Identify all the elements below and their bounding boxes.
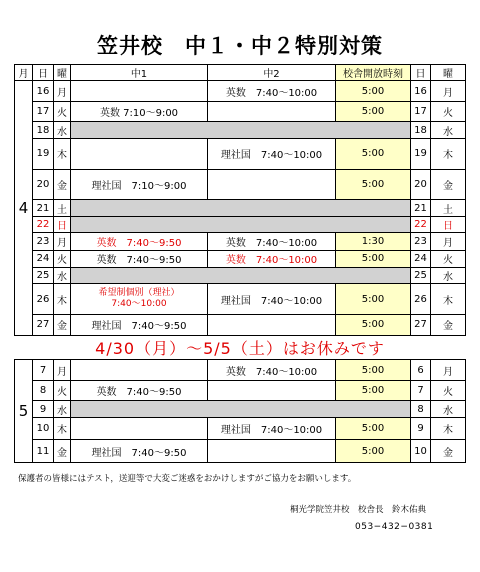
header-day: 日 (33, 65, 54, 81)
dow-cell: 水 (54, 268, 71, 284)
day-cell: 26 (33, 284, 54, 315)
g2-cell: 英数 7:40〜10:00 (208, 360, 336, 381)
dow-cell: 土 (54, 200, 71, 216)
g2-cell: 英数 7:40〜10:00 (208, 250, 336, 267)
day-cell: 23 (33, 233, 54, 250)
g1-cell: 英数 7:40〜9:50 (71, 250, 208, 267)
parent-notice: 保護者の皆様にはテスト，送迎等で大変ご迷惑をおかけしますがご協力をお願いします。 (18, 474, 357, 484)
page-title: 笠井校 中１・中２特別対策 (97, 34, 383, 58)
dow-cell: 水 (54, 122, 71, 138)
month-cell: 4 (15, 81, 33, 335)
dow-right-cell: 月 (431, 233, 466, 250)
day-cell: 9 (33, 401, 54, 417)
g2-cell (208, 315, 336, 336)
g2-cell: 理社国 7:40〜10:00 (208, 417, 336, 440)
dow-cell: 日 (54, 216, 71, 232)
open-time-cell: 5:00 (336, 440, 411, 463)
day-right-cell: 7 (411, 380, 431, 401)
table-row (15, 101, 466, 122)
header-dow-right: 曜 (431, 65, 466, 81)
dow-right-cell: 金 (431, 315, 466, 336)
open-time-cell: 5:00 (336, 284, 411, 315)
table-row (15, 417, 466, 440)
day-cell: 8 (33, 380, 54, 401)
g1-cell: 理社国 7:10〜9:00 (71, 169, 208, 200)
g1-cell (71, 138, 208, 169)
dow-cell: 月 (54, 81, 71, 102)
dow-right-cell: 木 (431, 417, 466, 440)
g1-line-2: 7:40〜10:00 (111, 299, 167, 310)
day-cell: 10 (33, 417, 54, 440)
header-g1: 中1 (71, 65, 208, 81)
dow-cell: 木 (54, 417, 71, 440)
day-cell: 7 (33, 360, 54, 381)
dow-cell: 水 (54, 401, 71, 417)
day-cell: 18 (33, 122, 54, 138)
open-time-cell: 5:00 (336, 250, 411, 267)
g2-cell: 理社国 7:40〜10:00 (208, 284, 336, 315)
table-row (15, 81, 466, 102)
g2-cell: 英数 7:40〜10:00 (208, 233, 336, 250)
phone-number: 053−432−0381 (355, 522, 434, 532)
dow-right-cell: 月 (431, 81, 466, 102)
dow-cell: 木 (54, 284, 71, 315)
open-time-cell: 5:00 (336, 169, 411, 200)
day-right-cell: 6 (411, 360, 431, 381)
table-row (15, 216, 466, 232)
header-dow: 曜 (54, 65, 71, 81)
g2-cell: 英数 7:40〜10:00 (208, 81, 336, 102)
dow-right-cell: 月 (431, 360, 466, 381)
table-row (15, 200, 466, 216)
header-row (15, 65, 466, 81)
dow-right-cell: 土 (431, 200, 466, 216)
day-cell: 21 (33, 200, 54, 216)
day-cell: 19 (33, 138, 54, 169)
day-right-cell: 17 (411, 101, 431, 122)
open-time-cell: 1:30 (336, 233, 411, 250)
day-cell: 11 (33, 440, 54, 463)
closed-row-fill (71, 268, 411, 284)
open-time-cell: 5:00 (336, 380, 411, 401)
g1-cell: 英数 7:10〜9:00 (71, 101, 208, 122)
g1-cell (71, 81, 208, 102)
g1-cell: 理社国 7:40〜9:50 (71, 440, 208, 463)
table-row (15, 233, 466, 250)
g2-cell: 理社国 7:40〜10:00 (208, 138, 336, 169)
dow-right-cell: 水 (431, 268, 466, 284)
dow-cell: 金 (54, 169, 71, 200)
day-cell: 24 (33, 250, 54, 267)
dow-cell: 火 (54, 380, 71, 401)
table-row (15, 250, 466, 267)
day-right-cell: 19 (411, 138, 431, 169)
closed-row-fill (71, 401, 411, 417)
dow-right-cell: 木 (431, 138, 466, 169)
dow-cell: 木 (54, 138, 71, 169)
day-right-cell: 16 (411, 81, 431, 102)
day-right-cell: 25 (411, 268, 431, 284)
table-row (15, 138, 466, 169)
school-signature: 桐光学院笠井校 校舎長 鈴木佑典 (290, 505, 427, 515)
dow-cell: 金 (54, 315, 71, 336)
open-time-cell: 5:00 (336, 315, 411, 336)
header-g2: 中2 (208, 65, 336, 81)
g1-line-1: 希望制個別（理社） (98, 288, 180, 299)
open-time-cell: 5:00 (336, 138, 411, 169)
dow-cell: 月 (54, 360, 71, 381)
open-time-cell: 5:00 (336, 417, 411, 440)
day-right-cell: 22 (411, 216, 431, 232)
dow-cell: 金 (54, 440, 71, 463)
day-right-cell: 20 (411, 169, 431, 200)
g1-cell: 英数 7:40〜9:50 (71, 233, 208, 250)
holiday-banner: 4/30（月）〜5/5（土）はお休みです (15, 335, 466, 360)
table-row (15, 268, 466, 284)
day-right-cell: 9 (411, 417, 431, 440)
day-right-cell: 8 (411, 401, 431, 417)
month-cell: 5 (15, 360, 33, 463)
dow-right-cell: 金 (431, 169, 466, 200)
day-right-cell: 10 (411, 440, 431, 463)
g1-cell (71, 417, 208, 440)
open-time-cell: 5:00 (336, 101, 411, 122)
g1-cell: 理社国 7:40〜9:50 (71, 315, 208, 336)
g2-cell (208, 380, 336, 401)
table-row (15, 315, 466, 336)
holiday-banner-row (15, 335, 466, 360)
g2-cell (208, 169, 336, 200)
dow-right-cell: 木 (431, 284, 466, 315)
g1-cell (71, 284, 208, 315)
schedule-table (14, 64, 466, 463)
day-right-cell: 26 (411, 284, 431, 315)
dow-right-cell: 日 (431, 216, 466, 232)
table-row (15, 380, 466, 401)
day-cell: 27 (33, 315, 54, 336)
day-right-cell: 27 (411, 315, 431, 336)
table-row (15, 360, 466, 381)
closed-row-fill (71, 122, 411, 138)
dow-right-cell: 水 (431, 122, 466, 138)
day-right-cell: 24 (411, 250, 431, 267)
day-cell: 20 (33, 169, 54, 200)
table-row (15, 401, 466, 417)
g1-cell: 英数 7:40〜9:50 (71, 380, 208, 401)
dow-right-cell: 火 (431, 101, 466, 122)
day-right-cell: 21 (411, 200, 431, 216)
dow-cell: 月 (54, 233, 71, 250)
header-month: 月 (15, 65, 33, 81)
day-cell: 16 (33, 81, 54, 102)
dow-cell: 火 (54, 250, 71, 267)
dow-right-cell: 金 (431, 440, 466, 463)
g2-cell (208, 101, 336, 122)
table-row (15, 284, 466, 315)
dow-right-cell: 水 (431, 401, 466, 417)
table-row (15, 122, 466, 138)
dow-cell: 火 (54, 101, 71, 122)
open-time-cell: 5:00 (336, 81, 411, 102)
table-row (15, 440, 466, 463)
day-cell: 25 (33, 268, 54, 284)
g2-cell (208, 440, 336, 463)
dow-right-cell: 火 (431, 380, 466, 401)
dow-right-cell: 火 (431, 250, 466, 267)
g1-cell (71, 360, 208, 381)
table-row (15, 169, 466, 200)
open-time-cell: 5:00 (336, 360, 411, 381)
day-cell: 17 (33, 101, 54, 122)
day-right-cell: 18 (411, 122, 431, 138)
header-day-right: 日 (411, 65, 431, 81)
closed-row-fill (71, 200, 411, 216)
header-open: 校舎開放時刻 (336, 65, 411, 81)
day-right-cell: 23 (411, 233, 431, 250)
day-cell: 22 (33, 216, 54, 232)
closed-row-fill (71, 216, 411, 232)
